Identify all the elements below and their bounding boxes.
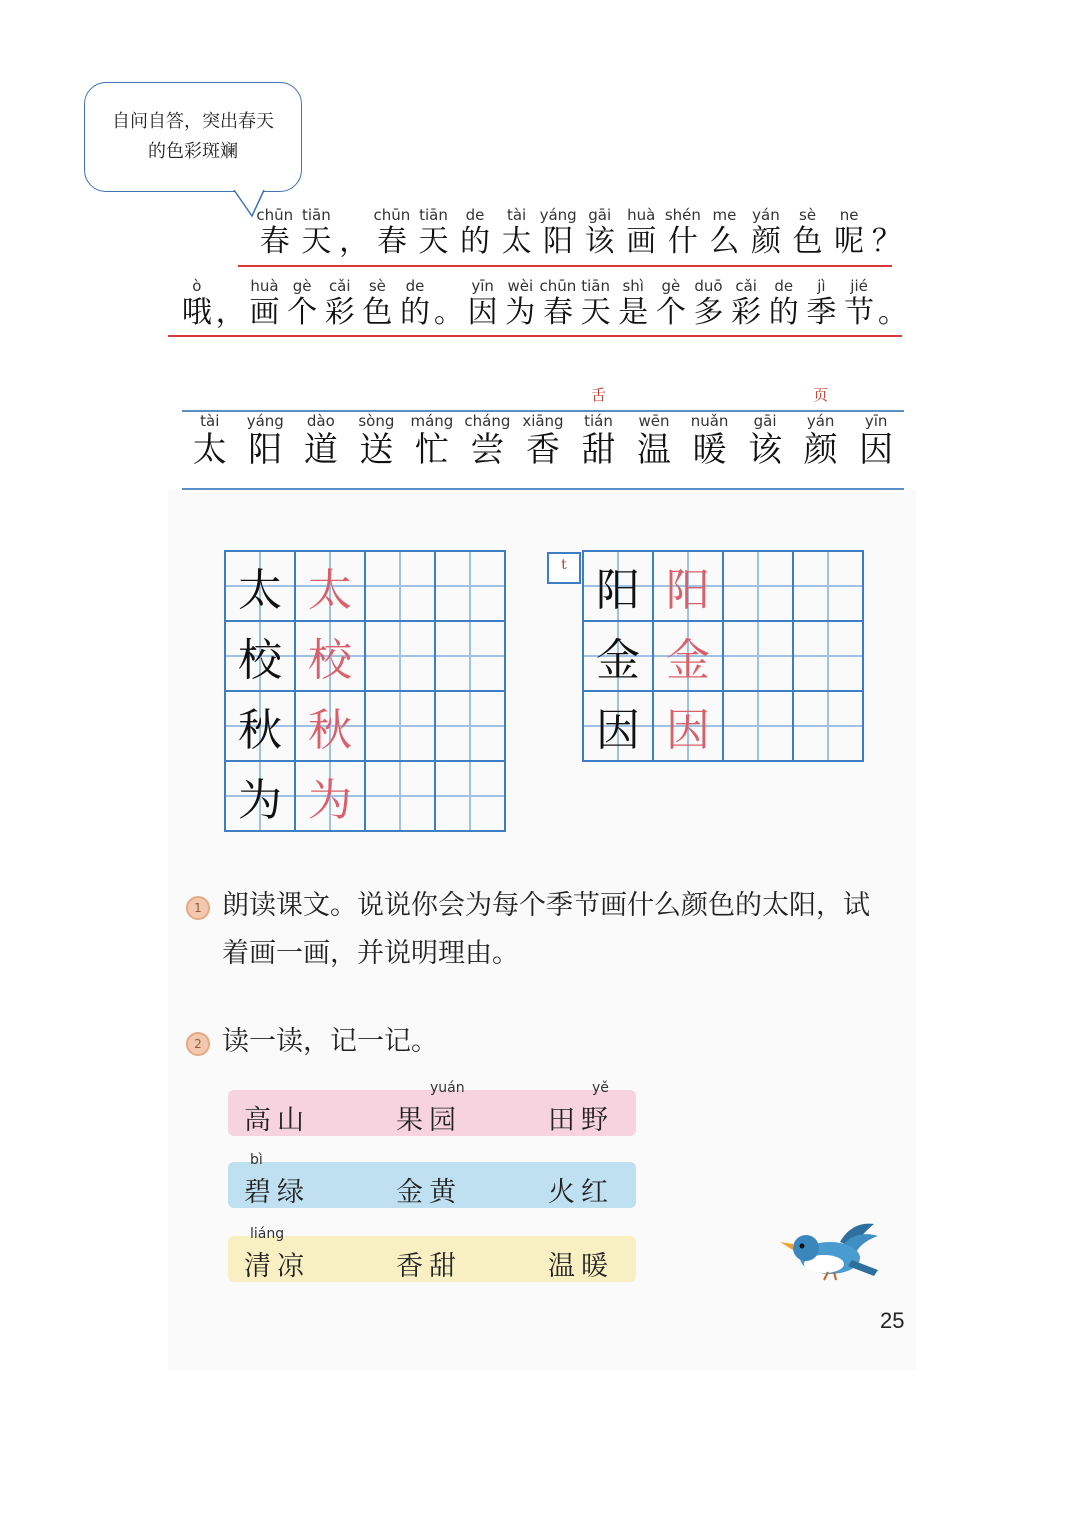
grid-row xyxy=(583,551,863,621)
bird-illustration xyxy=(778,1214,882,1284)
pinyin: tiān xyxy=(581,277,610,295)
pinyin: yīn xyxy=(864,412,888,430)
hanzi: 太 xyxy=(192,430,227,470)
hanzi: 色 xyxy=(362,295,393,330)
punctuation-mark: ， xyxy=(215,295,246,330)
pinyin: gè xyxy=(292,277,312,295)
punctuation-mark: 。 xyxy=(433,295,464,330)
pinyin: gāi xyxy=(753,412,777,430)
char-cell xyxy=(539,277,577,331)
exercise-1-icon: 1 xyxy=(186,896,210,920)
hanzi: 彩 xyxy=(731,295,762,330)
hanzi: 颜 xyxy=(750,224,781,259)
char-cell xyxy=(690,277,728,331)
pinyin: ò xyxy=(192,277,202,295)
pinyin: wèi xyxy=(507,277,534,295)
hanzi: 的 xyxy=(768,295,799,330)
pinyin: cháng xyxy=(464,412,511,430)
trace-char: 太 xyxy=(295,551,365,621)
hanzi: 天 xyxy=(418,224,449,259)
char-cell xyxy=(614,277,652,331)
grid-row xyxy=(225,691,505,761)
char-cell xyxy=(662,206,704,260)
vocab-word: 温暖 xyxy=(548,1251,614,1282)
empty-practice-cell xyxy=(435,621,505,691)
char-cell xyxy=(682,386,738,470)
pinyin: yáng xyxy=(246,412,284,430)
pinyin: tiān xyxy=(419,206,448,224)
hanzi: 什 xyxy=(667,224,698,259)
pinyin: tián xyxy=(584,412,613,430)
hanzi: 哦 xyxy=(181,295,212,330)
pinyin: máng xyxy=(410,412,454,430)
empty-practice-cell xyxy=(723,551,793,621)
pinyin: jì xyxy=(817,277,826,295)
hanzi: 温 xyxy=(637,430,672,470)
grid-row xyxy=(225,761,505,831)
hanzi: 春 xyxy=(259,224,290,259)
vocab-pinyin: bì xyxy=(250,1152,263,1168)
hanzi: 彩 xyxy=(324,295,355,330)
hanzi: 阳 xyxy=(248,430,283,470)
radical-hint: 舌 xyxy=(590,386,606,404)
vocab-word: 金黄 xyxy=(396,1177,462,1208)
new-characters-row xyxy=(182,386,904,470)
punctuation-mark: 。 xyxy=(877,295,908,330)
pinyin: cǎi xyxy=(328,277,351,295)
hanzi: 天 xyxy=(580,295,611,330)
exercise-1-line-2: 着画一画，并说明理由。 xyxy=(222,938,519,969)
hanzi: 节 xyxy=(844,295,875,330)
hanzi: 天 xyxy=(301,224,332,259)
empty-practice-cell xyxy=(723,621,793,691)
pinyin: tài xyxy=(200,412,220,430)
char-cell xyxy=(840,277,878,331)
hanzi: 的 xyxy=(460,224,491,259)
hanzi: 个 xyxy=(655,295,686,330)
trace-char: 秋 xyxy=(295,691,365,761)
hanzi: 暖 xyxy=(692,430,727,470)
hanzi: 多 xyxy=(693,295,724,330)
hanzi: 画 xyxy=(249,295,280,330)
hanzi: 太 xyxy=(501,224,532,259)
hanzi: 色 xyxy=(792,224,823,259)
char-cell xyxy=(501,277,539,331)
grid-row xyxy=(583,691,863,761)
vocab-word: 田野 xyxy=(548,1105,614,1136)
char-cell xyxy=(464,277,502,331)
trace-char: 为 xyxy=(295,761,365,831)
pinyin: de xyxy=(465,206,485,224)
radical-hint xyxy=(263,386,268,404)
pinyin: chūn xyxy=(373,206,411,224)
callout-tail-icon xyxy=(232,188,272,218)
pinyin: shì xyxy=(622,277,644,295)
hanzi: 春 xyxy=(542,295,573,330)
trace-char: 阳 xyxy=(653,551,723,621)
pinyin: huà xyxy=(250,277,279,295)
vocab-word: 清凉 xyxy=(244,1251,310,1282)
vocab-word: 碧绿 xyxy=(244,1177,310,1208)
char-cell xyxy=(745,206,787,260)
punctuation xyxy=(878,295,908,331)
hanzi: 道 xyxy=(303,430,338,470)
char-cell xyxy=(413,206,455,260)
exercise-2-icon: 2 xyxy=(186,1032,210,1056)
callout-line-1: 自问自答，突出春天 xyxy=(112,111,274,132)
char-cell xyxy=(571,386,627,470)
hanzi: 季 xyxy=(806,295,837,330)
hanzi: 甜 xyxy=(581,430,616,470)
pinyin: tài xyxy=(506,206,527,224)
writing-grid-left xyxy=(224,550,506,832)
char-cell xyxy=(787,206,829,260)
annotation-callout xyxy=(84,82,302,192)
hanzi: 阳 xyxy=(543,224,574,259)
pinyin: de xyxy=(405,277,425,295)
char-cell xyxy=(727,277,765,331)
hanzi: 因 xyxy=(467,295,498,330)
char-cell xyxy=(515,386,571,470)
model-char: 太 xyxy=(225,551,295,621)
pinyin: xiāng xyxy=(522,412,564,430)
pinyin: jié xyxy=(850,277,868,295)
model-char: 校 xyxy=(225,621,295,691)
pinyin: yīn xyxy=(471,277,494,295)
pinyin: gè xyxy=(661,277,681,295)
vocab-pinyin: liáng xyxy=(250,1226,285,1242)
radical-hint: 页 xyxy=(813,386,829,404)
char-cell xyxy=(283,277,321,331)
hanzi: 尝 xyxy=(470,430,505,470)
pinyin: yáng xyxy=(539,206,577,224)
punctuation-mark: ， xyxy=(339,224,370,259)
empty-practice-cell xyxy=(435,551,505,621)
pinyin: shén xyxy=(664,206,701,224)
pinyin: dào xyxy=(306,412,335,430)
pinyin: sè xyxy=(799,206,817,224)
pinyin: duō xyxy=(694,277,723,295)
char-cell xyxy=(404,386,460,470)
exercise-1-text xyxy=(222,882,870,978)
char-cell xyxy=(246,277,284,331)
hanzi: 该 xyxy=(584,224,615,259)
hanzi: 为 xyxy=(505,295,536,330)
char-cell xyxy=(321,277,359,331)
char-cell xyxy=(621,206,663,260)
trace-char: 因 xyxy=(653,691,723,761)
hanzi: 画 xyxy=(626,224,657,259)
text-line-1 xyxy=(254,206,904,260)
radical-hint xyxy=(652,386,657,404)
pinyin: cǎi xyxy=(735,277,757,295)
model-char: 阳 xyxy=(583,551,653,621)
vocab-pinyin: yě xyxy=(592,1080,609,1096)
empty-practice-cell xyxy=(435,761,505,831)
empty-practice-cell xyxy=(365,551,435,621)
char-cell xyxy=(238,386,294,470)
pinyin: chūn xyxy=(256,206,294,224)
char-cell xyxy=(496,206,538,260)
grid-row xyxy=(225,551,505,621)
char-cell xyxy=(349,386,405,470)
radical-hint xyxy=(485,386,490,404)
hanzi: 颜 xyxy=(803,430,838,470)
char-cell xyxy=(803,277,841,331)
radical-hint xyxy=(763,386,768,404)
char-cell xyxy=(371,206,413,260)
vocab-pinyin: yuán xyxy=(430,1080,465,1096)
vocab-word: 火红 xyxy=(548,1177,614,1208)
char-cell xyxy=(848,386,904,470)
empty-practice-cell xyxy=(365,691,435,761)
text-line-2 xyxy=(178,277,908,331)
hanzi: 是 xyxy=(618,295,649,330)
char-cell xyxy=(704,206,746,260)
grid-row xyxy=(225,621,505,691)
radical-hint xyxy=(374,386,379,404)
writing-grid-right xyxy=(582,550,864,762)
char-cell xyxy=(579,206,621,260)
pinyin: yán xyxy=(806,412,835,430)
char-cell xyxy=(793,386,849,470)
pinyin: gāi xyxy=(588,206,612,224)
vocab-word: 香甜 xyxy=(396,1251,462,1282)
model-char: 金 xyxy=(583,621,653,691)
char-cell xyxy=(454,206,496,260)
char-cell xyxy=(293,386,349,470)
radical-hint xyxy=(430,386,435,404)
pinyin: de xyxy=(774,277,794,295)
char-cell xyxy=(577,277,615,331)
pinyin: ne xyxy=(839,206,859,224)
punctuation xyxy=(434,295,464,331)
char-cell xyxy=(737,386,793,470)
char-cell xyxy=(182,386,238,470)
punctuation xyxy=(337,224,371,260)
hanzi: 送 xyxy=(359,430,394,470)
trace-char: 校 xyxy=(295,621,365,691)
model-char: 秋 xyxy=(225,691,295,761)
hanzi: 该 xyxy=(748,430,783,470)
char-cell xyxy=(626,386,682,470)
char-cell xyxy=(652,277,690,331)
pinyin: wēn xyxy=(638,412,670,430)
hanzi: 呢 xyxy=(834,224,865,259)
new-chars-bottom-line xyxy=(182,488,904,490)
char-cell xyxy=(460,386,516,470)
model-char: 因 xyxy=(583,691,653,761)
pinyin: yán xyxy=(752,206,780,224)
empty-practice-cell xyxy=(723,691,793,761)
grid-row xyxy=(583,621,863,691)
empty-practice-cell xyxy=(365,621,435,691)
radical-hint xyxy=(707,386,712,404)
hanzi: 春 xyxy=(376,224,407,259)
empty-practice-cell xyxy=(365,761,435,831)
char-cell xyxy=(359,277,397,331)
grid-badge: t xyxy=(547,552,581,584)
vocab-word: 果园 xyxy=(396,1105,462,1136)
page-number: 25 xyxy=(880,1308,905,1333)
radical-hint xyxy=(207,386,212,404)
punctuation xyxy=(216,295,246,331)
punctuation xyxy=(870,224,904,260)
exercise-2-text: 读一读，记一记。 xyxy=(222,1026,438,1057)
hanzi: 忙 xyxy=(414,430,449,470)
pinyin: me xyxy=(712,206,737,224)
empty-practice-cell xyxy=(793,551,863,621)
char-cell xyxy=(537,206,579,260)
text-line-2-underline xyxy=(168,335,902,337)
hanzi: 个 xyxy=(287,295,318,330)
char-cell xyxy=(178,277,216,331)
callout-line-2: 的色彩斑斓 xyxy=(148,141,238,162)
pinyin: sè xyxy=(368,277,386,295)
pinyin: tiān xyxy=(301,206,331,224)
pinyin: nuǎn xyxy=(690,412,729,430)
vocab-word: 高山 xyxy=(244,1105,310,1136)
trace-char: 金 xyxy=(653,621,723,691)
exercise-1-line-1: 朗读课文。说说你会为每个季节画什么颜色的太阳，试 xyxy=(222,890,870,921)
model-char: 为 xyxy=(225,761,295,831)
text-line-1-underline xyxy=(238,265,892,267)
radical-hint xyxy=(318,386,323,404)
hanzi: 因 xyxy=(859,430,894,470)
hanzi: 么 xyxy=(709,224,740,259)
pinyin: huà xyxy=(627,206,656,224)
pinyin: chūn xyxy=(539,277,577,295)
empty-practice-cell xyxy=(793,621,863,691)
hanzi: 的 xyxy=(400,295,431,330)
char-cell xyxy=(765,277,803,331)
radical-hint xyxy=(541,386,546,404)
char-cell xyxy=(296,206,338,260)
empty-practice-cell xyxy=(793,691,863,761)
radical-hint xyxy=(874,386,879,404)
hanzi: 香 xyxy=(525,430,560,470)
punctuation-mark: ？ xyxy=(871,224,902,259)
char-cell xyxy=(828,206,870,260)
pinyin: sòng xyxy=(358,412,395,430)
empty-practice-cell xyxy=(435,691,505,761)
char-cell xyxy=(396,277,434,331)
